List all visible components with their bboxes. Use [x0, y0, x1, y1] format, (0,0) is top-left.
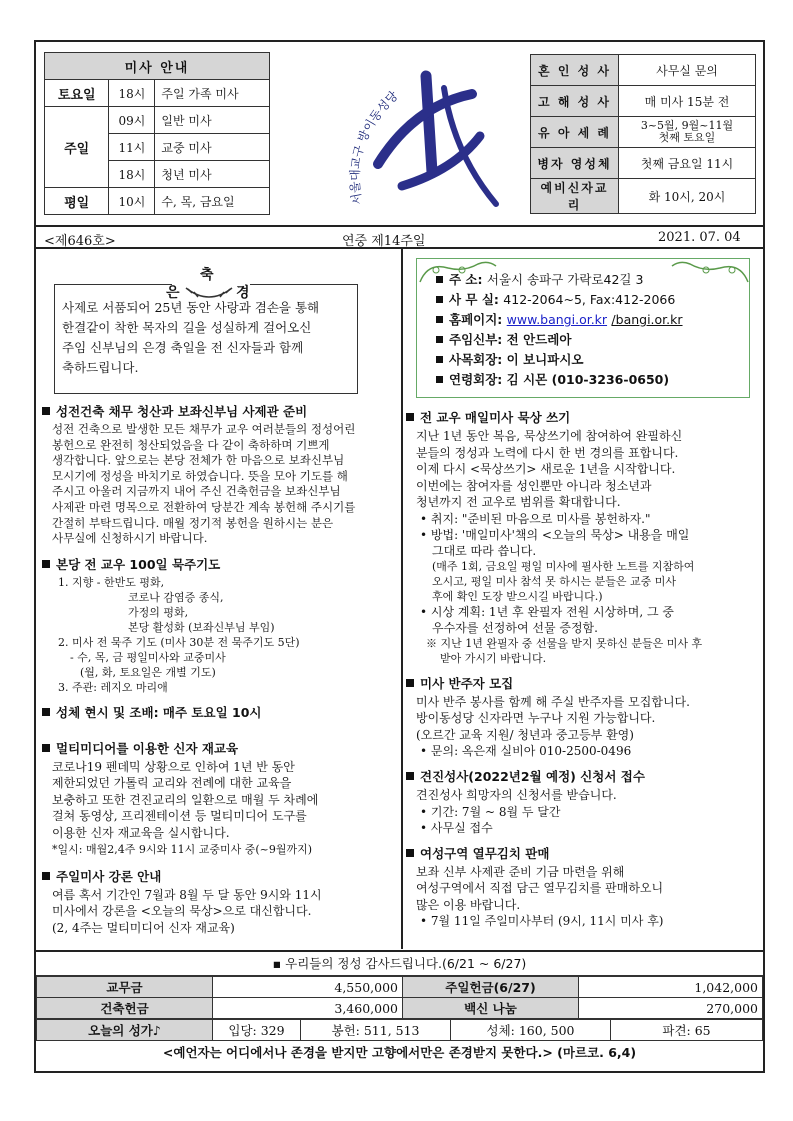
logo-text: 서울대교구 방이동성당	[347, 88, 401, 206]
saturday-mass: 주일 가족 미사	[155, 80, 270, 107]
sacrament-value: 사무실 문의	[619, 55, 756, 86]
square-bullet-icon	[406, 849, 414, 857]
square-bullet-icon	[42, 744, 50, 752]
hymn-recessional: 파견: 65	[611, 1020, 763, 1041]
sacrament-label: 유 아 세 례	[531, 117, 619, 148]
section-meditation: 전 교우 매일미사 묵상 쓰기 지난 1년 동안 복음, 묵상쓰기에 참여하여 완필하신 분들의 정성과 노력에 다시 한 번 경의를 표합니다. 이제 다시 <묵상쓰기> 새로운 1년을 시작합니다. 이번에는 참여자를 성인뿐만 아니라 청소년과 청년까지 전 교우로 범위를 확대합니다. • 취지: "준비된 마음으로 미사를 봉헌하자." • 방법: '매일미사'책의 <오늘의 묵상> 내용을 매일 그대로 따라 씁니다. (매주 1회, 금요일 평일 미사에 필사한 노트를 지참하여 오시고, 평일 미사 참석 못 하시는 분들은 교중 미사 후에 확인 도장 받으시길 바랍니다.) • 시상 계획: 1년 후 완필자 전원 시상하며, 그 중 우수자를 선정하여 선물 증정함. ※ 지난 1년 완필자 중 선물을 받지 못하신 분들은 미사 후 받아 가시기 바랍니다.	[406, 408, 758, 666]
homepage-link[interactable]: www.bangi.or.kr	[506, 312, 608, 327]
section-organist: 미사 반주자 모집 미사 반주 봉사를 함께 해 주실 반주자를 모집합니다. 방이동성당 신자라면 누구나 지원 가능합니다. (오르간 교육 지원/ 청년과 중고등부 환영) • 문의: 옥은재 실비아 010-2500-0496	[406, 674, 758, 760]
hymn-label: 오늘의 성가♪	[37, 1020, 213, 1041]
info-office: 사 무 실: 412-2064~5, Fax:412-2066	[436, 290, 683, 310]
sunday-time: 09시	[109, 107, 155, 134]
square-bullet-icon	[42, 708, 50, 716]
offering-section	[36, 950, 763, 1065]
bulletin-frame	[34, 40, 765, 1073]
liturgical-week: 연중 제14주일	[342, 234, 426, 249]
info-pastor: 주임신부: 전 안드레아	[436, 330, 683, 350]
sacrament-value: 화 10시, 20시	[619, 179, 756, 214]
square-bullet-icon	[406, 772, 414, 780]
info-funeral: 연령회장: 김 시몬 (010-3236-0650)	[436, 370, 683, 390]
offering-table	[36, 976, 763, 1019]
sunday-mass: 청년 미사	[155, 161, 270, 188]
sacrament-label: 예비신자교리	[531, 179, 619, 214]
weekday-label: 평일	[45, 188, 109, 215]
thanks-header: ▪ 우리들의 정성 감사드립니다.(6/21 ~ 6/27)	[36, 952, 763, 976]
sacrament-label: 병자 영성체	[531, 148, 619, 179]
offering-value: 270,000	[579, 998, 763, 1019]
sunday-label: 주일	[45, 107, 109, 188]
section-homily: 주일미사 강론 안내 여름 혹서 기간인 7월과 8월 두 달 동안 9시와 11시 미사에서 강론을 <오늘의 묵상>으로 대신합니다. (2, 4주는 멀티미디어 신자 재교육)	[42, 867, 398, 937]
blessing-text: 사제로 서품되어 25년 동안 사랑과 겸손을 통해 한결같이 착한 목자의 길을 성실하게 걸어오신 주임 신부님의 은경 축일을 전 신자들과 함께 축하드립니다.	[62, 300, 320, 375]
offering-label: 주일헌금(6/27)	[403, 977, 579, 998]
issue-bar	[36, 227, 763, 249]
column-divider	[401, 249, 403, 949]
issue-number: <제646호>	[44, 234, 116, 249]
hymn-table	[36, 1019, 763, 1041]
parish-info-box	[406, 254, 758, 402]
sunday-time: 11시	[109, 134, 155, 161]
square-bullet-icon	[42, 872, 50, 880]
offering-label: 건축헌금	[37, 998, 213, 1019]
saturday-time: 18시	[109, 80, 155, 107]
square-bullet-icon	[406, 413, 414, 421]
sacrament-label: 고 해 성 사	[531, 86, 619, 117]
sacrament-label: 혼 인 성 사	[531, 55, 619, 86]
section-kimchi: 여성구역 열무김치 판매 보좌 신부 사제관 준비 기금 마련을 위해 여성구역에서 직접 담근 열무김치를 판매하오니 많은 이용 바랍니다. • 7월 11일 주일미사부터 (9시, 11시 미사 후)	[406, 844, 758, 930]
blessing-box	[42, 254, 398, 402]
issue-date: 2021. 07. 04	[658, 230, 741, 245]
section-adoration: 성체 현시 및 조배: 매주 토요일 10시	[42, 703, 398, 721]
hymn-communion: 성체: 160, 500	[451, 1020, 611, 1041]
mass-title: 미사 안내	[45, 53, 270, 80]
sacrament-value: 첫째 금요일 11시	[619, 148, 756, 179]
sunday-mass: 교중 미사	[155, 134, 270, 161]
sunday-time: 18시	[109, 161, 155, 188]
weekday-mass: 수, 목, 금요일	[155, 188, 270, 215]
parish-info-list	[436, 270, 683, 390]
offering-value: 1,042,000	[579, 977, 763, 998]
section-confirmation: 견진성사(2022년2월 예정) 신청서 접수 견진성사 희망자의 신청서를 받습니다. • 기간: 7월 ~ 8월 두 달간 • 사무실 접수	[406, 767, 758, 836]
mass-schedule-table	[44, 52, 270, 215]
offering-label: 교무금	[37, 977, 213, 998]
square-bullet-icon	[42, 407, 50, 415]
section-multimedia: 멀티미디어를 이용한 신자 재교육 코로나19 펜데믹 상황으로 인하여 1년 반 동안 제한되었던 가톨릭 교리와 전례에 대한 교육을 보충하고 또한 견진교리의 일환으로 매월 두 차례에 걸쳐 동영상, 프리젠테이션 등 멀티미디어 도구를 이용한 신자 재교육을 실시합니다. *일시: 매월2,4주 9시와 11시 교중미사 중(~9월까지)	[42, 739, 398, 859]
square-bullet-icon	[406, 679, 414, 687]
sacrament-value: 매 미사 15분 전	[619, 86, 756, 117]
header	[36, 42, 763, 227]
info-council: 사목회장: 이 보니파시오	[436, 350, 683, 370]
sacraments-table	[530, 54, 756, 214]
sunday-mass: 일반 미사	[155, 107, 270, 134]
offering-value: 3,460,000	[213, 998, 403, 1019]
weekday-time: 10시	[109, 188, 155, 215]
offering-value: 4,550,000	[213, 977, 403, 998]
right-column	[406, 254, 758, 937]
section-debt: 성전건축 채무 청산과 보좌신부님 사제관 준비 성전 건축으로 발생한 모든 채무가 교우 여러분들의 정성어린 봉헌으로 완전히 청산되었음을 다 같이 축하하며 기쁘게 생각합니다. 앞으로는 본당 전체가 한 마음으로 보좌신부님 모시기에 정성을 바치기로 하였습니다. 뜻을 모아 기도를 해 주시고 아울러 지금까지 내어 주신 건축헌금을 보좌신부님 사제관 마련 명목으로 전환하여 당분간 계속 봉헌해 주시기를 간절히 부탁드립니다. 매월 정기적 봉헌을 원하시는 분은 사무실에 신청하시기 바랍니다.	[42, 402, 398, 547]
offering-label: 백신 나눔	[403, 998, 579, 1019]
hymn-entrance: 입당: 329	[213, 1020, 301, 1041]
gospel-quote: <예언자는 어디에서나 존경을 받지만 고향에서만은 존경받지 못한다.> (마르코. 6,4)	[162, 1045, 637, 1060]
hymn-offertory: 봉헌: 511, 513	[301, 1020, 451, 1041]
square-bullet-icon	[42, 560, 50, 568]
left-column	[42, 254, 398, 944]
parish-logo	[304, 54, 504, 216]
section-rosary: 본당 전 교우 100일 묵주기도 1. 지향 - 한반도 평화, 코로나 감염증 종식, 가정의 평화, 본당 활성화 (보좌신부님 부임) 2. 미사 전 묵주 기도 (미사 30분 전 묵주기도 5단) - 수, 목, 금 평일미사와 교중미사 (월, 화, 토요일은 개별 기도) 3. 주관: 레지오 마리애	[42, 555, 398, 695]
blessing-title: 축 은 경	[166, 267, 250, 301]
info-address: 주 소: 서울시 송파구 가락로42길 3	[436, 270, 683, 290]
sacrament-value: 3~5월, 9월~11월 첫째 토요일	[619, 117, 756, 148]
saturday-label: 토요일	[45, 80, 109, 107]
info-homepage: 홈페이지: www.bangi.or.kr /bangi.or.kr	[436, 310, 683, 330]
